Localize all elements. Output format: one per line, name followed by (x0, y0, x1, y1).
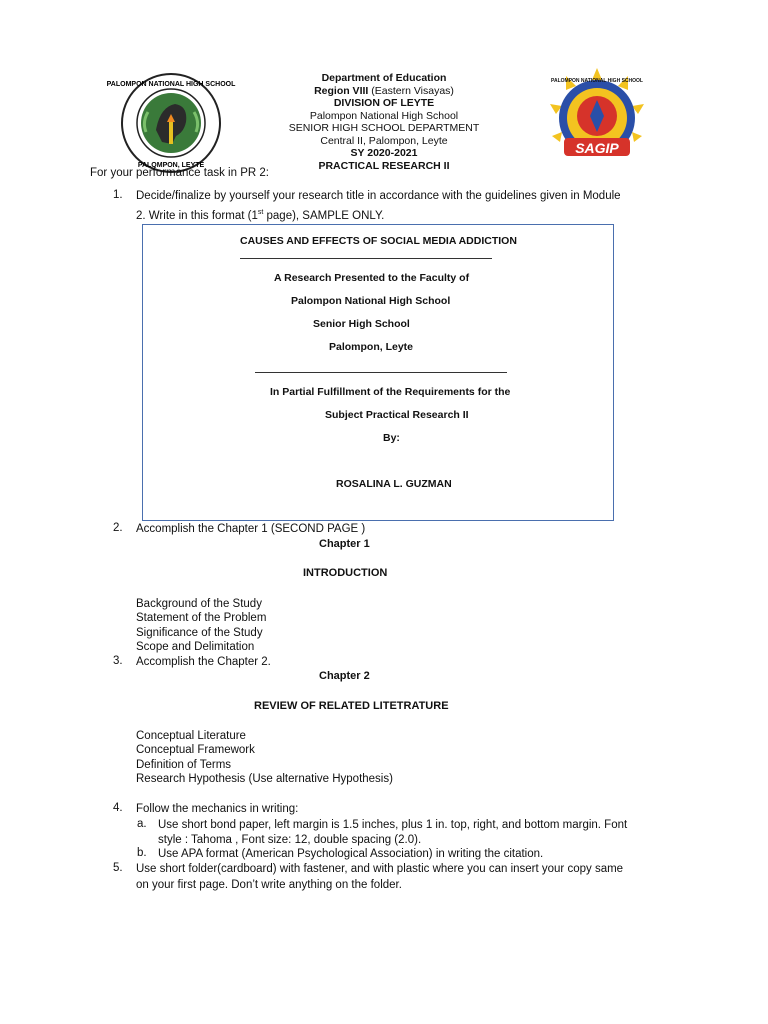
item-3-text: Accomplish the Chapter 2. (136, 656, 271, 668)
chapter-2-title: REVIEW OF RELATED LITETRATURE (254, 700, 449, 712)
list-item: Significance of the Study (136, 627, 263, 639)
header-region: Region VIII (Eastern Visayas) (314, 84, 454, 97)
mechanics-b-text: Use APA format (American Psychological Association) in writing the citation. (158, 848, 544, 860)
chapter-1-label: Chapter 1 (319, 538, 370, 550)
header-school: Palompon National High School (309, 109, 459, 122)
seal-bottom-text: PALOMPON, LEYTE (137, 162, 205, 169)
chapter-1-title: INTRODUCTION (303, 567, 388, 579)
intro-text: For your performance task in PR 2: (90, 167, 269, 179)
list-item: Research Hypothesis (Use alternative Hypothesis) (136, 773, 393, 785)
item-number: 4. (113, 802, 123, 814)
sub-item-label: a. (137, 818, 147, 830)
list-item: Statement of the Problem (136, 612, 267, 624)
sample-subject: Subject Practical Research II (325, 409, 469, 421)
header-subject: PRACTICAL RESEARCH II (318, 159, 450, 172)
divider (255, 372, 507, 373)
header-sy: SY 2020-2021 (350, 147, 418, 159)
item-5-text: Use short folder(cardboard) with fastener, and with plastic where you can insert your copy same on your first page. Don’t write anything on the folder. (136, 863, 624, 891)
letterhead (240, 72, 528, 172)
sagip-banner-text: SAGIP (575, 140, 619, 156)
header-department: Department of Education (321, 72, 447, 84)
sagip-logo (546, 66, 648, 174)
sample-author: ROSALINA L. GUZMAN (336, 478, 452, 490)
list-item: Definition of Terms (136, 759, 232, 771)
chapter-2-label: Chapter 2 (319, 670, 370, 682)
seal-ring-text: PALOMPON NATIONAL HIGH SCHOOL (106, 81, 236, 88)
list-item: Conceptual Framework (136, 744, 255, 756)
list-item: Background of the Study (136, 598, 262, 610)
mechanics-a-text: Use short bond paper, left margin is 1.5 inches, plus 1 in. top, right, and bottom margin. Font style : Tahoma , Font size: 12, double spacing (2.0). (158, 819, 628, 846)
sample-title: CAUSES AND EFFECTS OF SOCIAL MEDIA ADDICTION (240, 235, 517, 247)
item-1-text: Decide/finalize by yourself your research title in accordance with the guidelines given in Module 2. Write in this format (1st page), SAMPLE ONLY. (136, 190, 621, 222)
item-2-text: Accomplish the Chapter 1 (SECOND PAGE ) (136, 523, 366, 535)
header-shs-dept: SENIOR HIGH SCHOOL DEPARTMENT (288, 122, 480, 134)
sample-place: Palompon, Leyte (329, 341, 414, 353)
sample-fulfillment: In Partial Fulfillment of the Requirements for the (270, 386, 511, 398)
item-number: 5. (113, 862, 123, 874)
school-seal-logo (106, 72, 236, 174)
item-number: 2. (113, 522, 123, 534)
divider (240, 258, 492, 259)
sample-school: Palompon National High School (291, 295, 451, 307)
sample-presented: A Research Presented to the Faculty of (274, 272, 470, 284)
sample-title-page-box (142, 224, 614, 521)
list-item: Scope and Delimitation (136, 641, 255, 653)
sagip-ring-text: PALOMPON NATIONAL HIGH SCHOOL (551, 78, 643, 84)
item-number: 1. (113, 189, 123, 201)
sample-by: By: (383, 432, 400, 444)
header-division: DIVISION OF LEYTE (333, 97, 435, 109)
item-number: 3. (113, 655, 123, 667)
header-address: Central II, Palompon, Leyte (320, 134, 448, 147)
item-4-text: Follow the mechanics in writing: (136, 803, 299, 815)
sample-dept: Senior High School (313, 318, 410, 330)
sub-item-label: b. (137, 847, 147, 859)
list-item: Conceptual Literature (136, 730, 246, 742)
